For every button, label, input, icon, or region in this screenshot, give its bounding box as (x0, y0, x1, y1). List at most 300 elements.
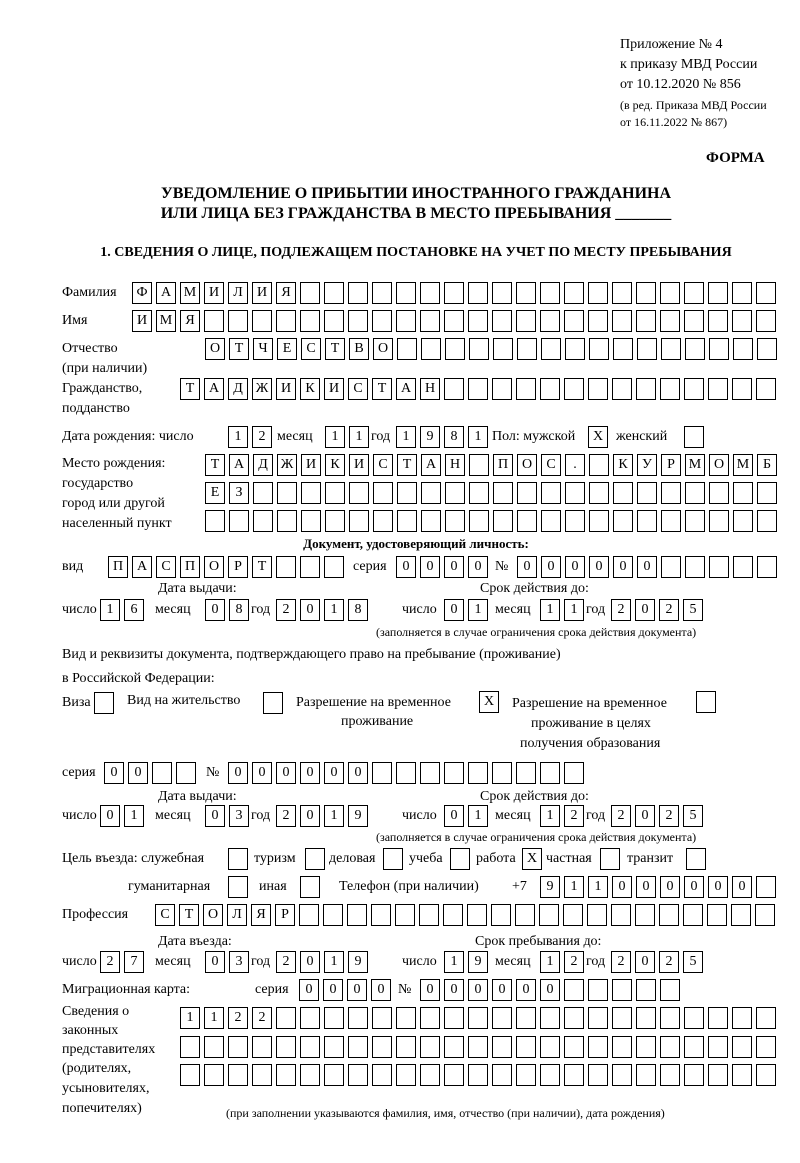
citizenship-field[interactable] (180, 378, 776, 400)
char-cell[interactable]: О (205, 338, 225, 360)
char-cell[interactable]: 0 (420, 556, 440, 578)
representatives-field-3[interactable] (180, 1064, 776, 1086)
char-cell[interactable]: 1 (124, 805, 144, 827)
char-cell[interactable] (660, 1064, 680, 1086)
char-cell[interactable] (469, 482, 489, 504)
char-cell[interactable]: 1 (324, 599, 344, 621)
char-cell[interactable]: 0 (635, 599, 655, 621)
char-cell[interactable]: К (613, 454, 633, 476)
char-cell[interactable] (373, 482, 393, 504)
char-cell[interactable] (444, 1036, 464, 1058)
rd-issue-year-field[interactable] (276, 805, 368, 827)
char-cell[interactable] (492, 1036, 512, 1058)
char-cell[interactable]: 2 (276, 805, 296, 827)
char-cell[interactable]: 0 (684, 876, 704, 898)
char-cell[interactable] (733, 482, 753, 504)
char-cell[interactable] (684, 426, 704, 448)
birth-day-field[interactable] (228, 426, 272, 448)
char-cell[interactable]: X (479, 691, 499, 713)
char-cell[interactable] (301, 482, 321, 504)
char-cell[interactable]: 2 (564, 951, 584, 973)
char-cell[interactable] (587, 904, 607, 926)
char-cell[interactable] (253, 482, 273, 504)
char-cell[interactable] (516, 378, 536, 400)
char-cell[interactable]: 1 (564, 599, 584, 621)
char-cell[interactable]: 1 (540, 805, 560, 827)
char-cell[interactable]: 0 (708, 876, 728, 898)
id-issue-month-field[interactable] (205, 599, 249, 621)
char-cell[interactable] (301, 510, 321, 532)
char-cell[interactable] (685, 482, 705, 504)
char-cell[interactable] (733, 338, 753, 360)
char-cell[interactable] (660, 1007, 680, 1029)
char-cell[interactable]: 2 (252, 1007, 272, 1029)
char-cell[interactable] (383, 848, 403, 870)
char-cell[interactable]: 0 (660, 876, 680, 898)
char-cell[interactable] (660, 310, 680, 332)
char-cell[interactable] (467, 904, 487, 926)
sex-female-checkbox[interactable] (684, 426, 704, 448)
char-cell[interactable] (660, 378, 680, 400)
char-cell[interactable] (756, 1036, 776, 1058)
char-cell[interactable] (300, 556, 320, 578)
id-issue-day-field[interactable] (100, 599, 144, 621)
char-cell[interactable] (515, 904, 535, 926)
char-cell[interactable] (612, 1064, 632, 1086)
char-cell[interactable] (517, 510, 537, 532)
char-cell[interactable] (324, 310, 344, 332)
char-cell[interactable]: А (156, 282, 176, 304)
char-cell[interactable] (636, 979, 656, 1001)
char-cell[interactable] (276, 556, 296, 578)
char-cell[interactable]: Т (229, 338, 249, 360)
char-cell[interactable]: С (301, 338, 321, 360)
char-cell[interactable]: Я (276, 282, 296, 304)
char-cell[interactable]: 0 (612, 876, 632, 898)
id-valid-day-field[interactable] (444, 599, 488, 621)
visa-checkbox[interactable] (94, 692, 114, 714)
char-cell[interactable] (588, 1007, 608, 1029)
purpose-humanitarian-checkbox[interactable] (228, 876, 248, 898)
rd-series-field[interactable] (104, 762, 196, 784)
char-cell[interactable]: Р (228, 556, 248, 578)
residence-permit-checkbox[interactable] (263, 692, 283, 714)
char-cell[interactable] (492, 762, 512, 784)
char-cell[interactable]: 0 (299, 979, 319, 1001)
char-cell[interactable]: 0 (300, 762, 320, 784)
char-cell[interactable] (348, 282, 368, 304)
char-cell[interactable]: 8 (348, 599, 368, 621)
char-cell[interactable]: Я (251, 904, 271, 926)
char-cell[interactable] (445, 482, 465, 504)
char-cell[interactable]: 2 (276, 951, 296, 973)
char-cell[interactable] (564, 1007, 584, 1029)
char-cell[interactable] (684, 1007, 704, 1029)
char-cell[interactable] (709, 556, 729, 578)
char-cell[interactable] (539, 904, 559, 926)
char-cell[interactable]: 0 (444, 599, 464, 621)
char-cell[interactable] (276, 1064, 296, 1086)
char-cell[interactable] (493, 338, 513, 360)
purpose-study-checkbox[interactable] (450, 848, 470, 870)
char-cell[interactable] (152, 762, 172, 784)
char-cell[interactable] (733, 556, 753, 578)
char-cell[interactable] (420, 762, 440, 784)
char-cell[interactable]: 1 (228, 426, 248, 448)
char-cell[interactable] (492, 1007, 512, 1029)
char-cell[interactable] (732, 310, 752, 332)
char-cell[interactable] (372, 1036, 392, 1058)
rd-issue-month-field[interactable] (205, 805, 249, 827)
char-cell[interactable] (684, 378, 704, 400)
char-cell[interactable] (421, 510, 441, 532)
char-cell[interactable] (444, 310, 464, 332)
char-cell[interactable] (661, 556, 681, 578)
char-cell[interactable] (468, 282, 488, 304)
char-cell[interactable]: С (373, 454, 393, 476)
char-cell[interactable] (228, 848, 248, 870)
char-cell[interactable] (419, 904, 439, 926)
char-cell[interactable] (565, 510, 585, 532)
patronymic-field[interactable] (205, 338, 777, 360)
char-cell[interactable] (636, 1036, 656, 1058)
stay-year-field[interactable] (611, 951, 703, 973)
char-cell[interactable] (228, 1064, 248, 1086)
char-cell[interactable]: 9 (420, 426, 440, 448)
char-cell[interactable]: 1 (396, 426, 416, 448)
char-cell[interactable]: Н (445, 454, 465, 476)
char-cell[interactable]: А (421, 454, 441, 476)
char-cell[interactable]: 1 (540, 599, 560, 621)
char-cell[interactable]: 1 (588, 876, 608, 898)
char-cell[interactable]: О (203, 904, 223, 926)
char-cell[interactable] (612, 979, 632, 1001)
char-cell[interactable] (277, 482, 297, 504)
char-cell[interactable] (637, 510, 657, 532)
char-cell[interactable] (564, 310, 584, 332)
char-cell[interactable]: 0 (347, 979, 367, 1001)
char-cell[interactable]: С (156, 556, 176, 578)
char-cell[interactable] (540, 1007, 560, 1029)
char-cell[interactable]: 0 (205, 599, 225, 621)
char-cell[interactable]: 2 (276, 599, 296, 621)
char-cell[interactable] (420, 282, 440, 304)
char-cell[interactable] (600, 848, 620, 870)
char-cell[interactable]: Т (179, 904, 199, 926)
char-cell[interactable]: 2 (611, 599, 631, 621)
char-cell[interactable]: 0 (100, 805, 120, 827)
char-cell[interactable]: Ж (277, 454, 297, 476)
char-cell[interactable]: М (733, 454, 753, 476)
char-cell[interactable]: 2 (611, 951, 631, 973)
char-cell[interactable] (396, 282, 416, 304)
char-cell[interactable] (709, 510, 729, 532)
char-cell[interactable]: К (300, 378, 320, 400)
char-cell[interactable] (397, 510, 417, 532)
char-cell[interactable] (176, 762, 196, 784)
char-cell[interactable] (324, 556, 344, 578)
char-cell[interactable]: Н (420, 378, 440, 400)
char-cell[interactable] (540, 762, 560, 784)
char-cell[interactable] (684, 310, 704, 332)
char-cell[interactable] (541, 338, 561, 360)
char-cell[interactable] (300, 1007, 320, 1029)
char-cell[interactable] (276, 310, 296, 332)
char-cell[interactable] (252, 1036, 272, 1058)
char-cell[interactable] (468, 1007, 488, 1029)
char-cell[interactable] (468, 1036, 488, 1058)
char-cell[interactable]: 0 (636, 876, 656, 898)
char-cell[interactable]: 9 (540, 876, 560, 898)
char-cell[interactable] (396, 1064, 416, 1086)
char-cell[interactable] (661, 482, 681, 504)
char-cell[interactable] (683, 904, 703, 926)
char-cell[interactable] (348, 1007, 368, 1029)
stay-day-field[interactable] (444, 951, 488, 973)
char-cell[interactable]: 8 (229, 599, 249, 621)
char-cell[interactable] (588, 1064, 608, 1086)
char-cell[interactable]: 0 (541, 556, 561, 578)
char-cell[interactable]: 1 (325, 426, 345, 448)
char-cell[interactable]: 2 (659, 951, 679, 973)
purpose-tourism-checkbox[interactable] (305, 848, 325, 870)
char-cell[interactable] (204, 1036, 224, 1058)
purpose-other-checkbox[interactable] (300, 876, 320, 898)
sex-male-checkbox[interactable] (588, 426, 608, 448)
char-cell[interactable] (348, 1064, 368, 1086)
char-cell[interactable]: А (396, 378, 416, 400)
char-cell[interactable] (444, 762, 464, 784)
char-cell[interactable] (276, 1036, 296, 1058)
char-cell[interactable] (468, 378, 488, 400)
char-cell[interactable] (324, 1007, 344, 1029)
char-cell[interactable] (300, 876, 320, 898)
char-cell[interactable]: М (685, 454, 705, 476)
char-cell[interactable]: 0 (371, 979, 391, 1001)
char-cell[interactable]: 7 (124, 951, 144, 973)
char-cell[interactable]: Т (252, 556, 272, 578)
char-cell[interactable] (443, 904, 463, 926)
purpose-private-checkbox[interactable] (600, 848, 620, 870)
char-cell[interactable]: Л (227, 904, 247, 926)
char-cell[interactable] (613, 482, 633, 504)
char-cell[interactable] (637, 482, 657, 504)
char-cell[interactable]: Т (397, 454, 417, 476)
char-cell[interactable] (252, 310, 272, 332)
char-cell[interactable] (684, 1064, 704, 1086)
char-cell[interactable] (540, 310, 560, 332)
char-cell[interactable] (445, 338, 465, 360)
purpose-work-checkbox[interactable] (522, 848, 542, 870)
char-cell[interactable] (541, 510, 561, 532)
char-cell[interactable] (707, 904, 727, 926)
char-cell[interactable]: 1 (468, 426, 488, 448)
char-cell[interactable] (469, 510, 489, 532)
char-cell[interactable]: Ч (253, 338, 273, 360)
char-cell[interactable] (660, 979, 680, 1001)
char-cell[interactable] (660, 1036, 680, 1058)
char-cell[interactable]: 2 (611, 805, 631, 827)
char-cell[interactable]: 0 (444, 805, 464, 827)
char-cell[interactable] (588, 1036, 608, 1058)
char-cell[interactable]: Р (275, 904, 295, 926)
rd-valid-day-field[interactable] (444, 805, 488, 827)
birth-month-field[interactable] (325, 426, 369, 448)
char-cell[interactable] (468, 1064, 488, 1086)
char-cell[interactable] (708, 1036, 728, 1058)
char-cell[interactable]: 0 (492, 979, 512, 1001)
char-cell[interactable]: X (588, 426, 608, 448)
char-cell[interactable] (299, 904, 319, 926)
char-cell[interactable] (420, 1036, 440, 1058)
char-cell[interactable]: З (229, 482, 249, 504)
char-cell[interactable] (661, 510, 681, 532)
char-cell[interactable] (612, 378, 632, 400)
char-cell[interactable]: Т (372, 378, 392, 400)
char-cell[interactable] (757, 556, 777, 578)
char-cell[interactable] (492, 282, 512, 304)
char-cell[interactable] (493, 482, 513, 504)
char-cell[interactable] (636, 282, 656, 304)
char-cell[interactable]: Д (253, 454, 273, 476)
char-cell[interactable] (756, 310, 776, 332)
char-cell[interactable] (588, 378, 608, 400)
char-cell[interactable] (180, 1064, 200, 1086)
char-cell[interactable]: Б (757, 454, 777, 476)
char-cell[interactable]: С (348, 378, 368, 400)
char-cell[interactable] (469, 338, 489, 360)
char-cell[interactable]: 0 (540, 979, 560, 1001)
char-cell[interactable] (263, 692, 283, 714)
char-cell[interactable] (756, 1007, 776, 1029)
birthplace-field-1[interactable] (205, 454, 777, 476)
char-cell[interactable] (94, 692, 114, 714)
char-cell[interactable] (517, 338, 537, 360)
char-cell[interactable] (395, 904, 415, 926)
char-cell[interactable]: Т (325, 338, 345, 360)
char-cell[interactable] (756, 282, 776, 304)
char-cell[interactable]: 0 (348, 762, 368, 784)
char-cell[interactable] (228, 310, 248, 332)
char-cell[interactable]: 1 (540, 951, 560, 973)
char-cell[interactable]: 9 (348, 951, 368, 973)
char-cell[interactable]: Д (228, 378, 248, 400)
char-cell[interactable] (686, 848, 706, 870)
char-cell[interactable]: Ф (132, 282, 152, 304)
char-cell[interactable] (756, 378, 776, 400)
char-cell[interactable]: О (373, 338, 393, 360)
rd-valid-month-field[interactable] (540, 805, 584, 827)
char-cell[interactable] (732, 1007, 752, 1029)
char-cell[interactable]: 5 (683, 599, 703, 621)
id-issue-year-field[interactable] (276, 599, 368, 621)
char-cell[interactable] (228, 876, 248, 898)
char-cell[interactable]: 1 (324, 805, 344, 827)
char-cell[interactable] (756, 1064, 776, 1086)
char-cell[interactable]: 0 (323, 979, 343, 1001)
char-cell[interactable] (325, 510, 345, 532)
char-cell[interactable] (492, 378, 512, 400)
mc-series-field[interactable] (299, 979, 391, 1001)
char-cell[interactable] (445, 510, 465, 532)
char-cell[interactable]: 8 (444, 426, 464, 448)
char-cell[interactable]: И (252, 282, 272, 304)
char-cell[interactable] (588, 282, 608, 304)
char-cell[interactable]: А (132, 556, 152, 578)
char-cell[interactable]: 0 (517, 556, 537, 578)
char-cell[interactable]: И (349, 454, 369, 476)
char-cell[interactable] (540, 378, 560, 400)
char-cell[interactable]: 0 (635, 951, 655, 973)
id-series-field[interactable] (396, 556, 488, 578)
char-cell[interactable]: Е (205, 482, 225, 504)
char-cell[interactable]: 0 (128, 762, 148, 784)
char-cell[interactable]: П (180, 556, 200, 578)
char-cell[interactable] (564, 1036, 584, 1058)
mc-number-field[interactable] (420, 979, 680, 1001)
char-cell[interactable]: 0 (104, 762, 124, 784)
char-cell[interactable]: 1 (468, 805, 488, 827)
char-cell[interactable] (372, 1007, 392, 1029)
char-cell[interactable] (253, 510, 273, 532)
char-cell[interactable] (732, 378, 752, 400)
char-cell[interactable] (305, 848, 325, 870)
char-cell[interactable] (444, 282, 464, 304)
char-cell[interactable]: О (517, 454, 537, 476)
char-cell[interactable]: 0 (276, 762, 296, 784)
char-cell[interactable] (696, 691, 716, 713)
char-cell[interactable] (492, 1064, 512, 1086)
char-cell[interactable] (372, 282, 392, 304)
char-cell[interactable]: 2 (659, 805, 679, 827)
char-cell[interactable] (277, 510, 297, 532)
char-cell[interactable]: 0 (613, 556, 633, 578)
char-cell[interactable] (325, 482, 345, 504)
char-cell[interactable] (324, 1036, 344, 1058)
char-cell[interactable]: И (204, 282, 224, 304)
char-cell[interactable]: М (156, 310, 176, 332)
char-cell[interactable] (469, 454, 489, 476)
purpose-business-checkbox[interactable] (383, 848, 403, 870)
char-cell[interactable]: 3 (229, 951, 249, 973)
char-cell[interactable] (420, 1007, 440, 1029)
char-cell[interactable]: 0 (589, 556, 609, 578)
char-cell[interactable]: 0 (300, 599, 320, 621)
char-cell[interactable] (613, 338, 633, 360)
char-cell[interactable]: Т (205, 454, 225, 476)
char-cell[interactable]: 0 (468, 979, 488, 1001)
char-cell[interactable] (564, 282, 584, 304)
entry-year-field[interactable] (276, 951, 368, 973)
char-cell[interactable] (396, 1036, 416, 1058)
char-cell[interactable]: 9 (348, 805, 368, 827)
char-cell[interactable] (612, 1036, 632, 1058)
char-cell[interactable]: . (565, 454, 585, 476)
char-cell[interactable]: И (276, 378, 296, 400)
char-cell[interactable] (732, 1036, 752, 1058)
char-cell[interactable]: 2 (252, 426, 272, 448)
char-cell[interactable] (204, 310, 224, 332)
char-cell[interactable] (396, 762, 416, 784)
char-cell[interactable]: Л (228, 282, 248, 304)
char-cell[interactable] (252, 1064, 272, 1086)
char-cell[interactable] (444, 378, 464, 400)
char-cell[interactable]: У (637, 454, 657, 476)
char-cell[interactable] (348, 1036, 368, 1058)
char-cell[interactable] (661, 338, 681, 360)
char-cell[interactable] (564, 979, 584, 1001)
char-cell[interactable] (708, 1064, 728, 1086)
